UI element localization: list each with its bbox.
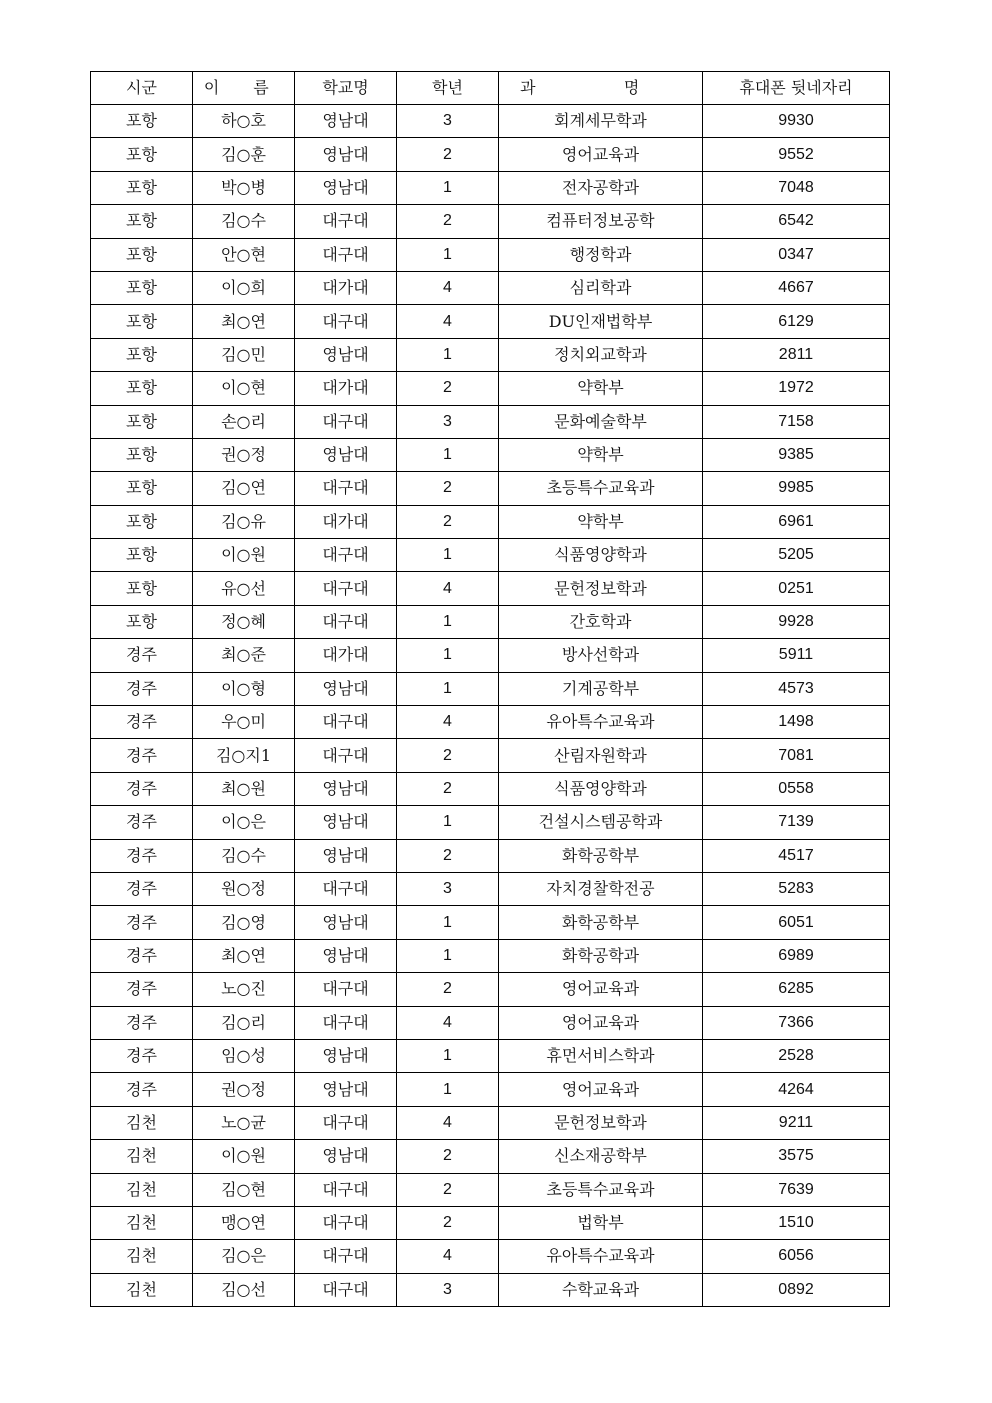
- cell-grade: 1: [397, 238, 499, 271]
- cell-city: 포항: [91, 138, 193, 171]
- cell-city: 경주: [91, 1073, 193, 1106]
- cell-school: 영남대: [295, 1039, 397, 1072]
- table-header: [91, 72, 890, 105]
- cell-department: 화학공학과: [499, 939, 703, 972]
- cell-city: 포항: [91, 271, 193, 304]
- table-row: [91, 138, 890, 171]
- cell-school: 영남대: [295, 1073, 397, 1106]
- cell-grade: 2: [397, 1206, 499, 1239]
- cell-city: 포항: [91, 472, 193, 505]
- cell-department: 유아특수교육과: [499, 706, 703, 739]
- table-row: [91, 1006, 890, 1039]
- cell-phone: 9385: [703, 438, 890, 471]
- cell-school: 대구대: [295, 205, 397, 238]
- table-row: [91, 672, 890, 705]
- cell-school: 대구대: [295, 238, 397, 271]
- cell-department: 컴퓨터정보공학: [499, 205, 703, 238]
- cell-department: 수학교육과: [499, 1273, 703, 1306]
- table-row: [91, 1273, 890, 1306]
- table-row: [91, 271, 890, 304]
- cell-city: 포항: [91, 405, 193, 438]
- cell-phone: 7158: [703, 405, 890, 438]
- cell-name: 김○선: [193, 1273, 295, 1306]
- cell-grade: 1: [397, 338, 499, 371]
- cell-department: 초등특수교육과: [499, 472, 703, 505]
- cell-phone: 2528: [703, 1039, 890, 1072]
- cell-phone: 6989: [703, 939, 890, 972]
- cell-department: 회계세무학과: [499, 105, 703, 138]
- cell-grade: 1: [397, 539, 499, 572]
- cell-grade: 1: [397, 1073, 499, 1106]
- table-row: [91, 338, 890, 371]
- cell-city: 포항: [91, 539, 193, 572]
- cell-grade: 3: [397, 105, 499, 138]
- table-row: [91, 1140, 890, 1173]
- cell-department: 문헌정보학과: [499, 1106, 703, 1139]
- cell-department: 심리학과: [499, 271, 703, 304]
- table-row: [91, 539, 890, 572]
- cell-city: 경주: [91, 739, 193, 772]
- header-row: [91, 72, 890, 105]
- cell-name: 최○연: [193, 305, 295, 338]
- cell-department: 초등특수교육과: [499, 1173, 703, 1206]
- table-row: [91, 171, 890, 204]
- cell-name: 김○지1: [193, 739, 295, 772]
- cell-grade: 4: [397, 706, 499, 739]
- cell-phone: 3575: [703, 1140, 890, 1173]
- table-row: [91, 739, 890, 772]
- cell-name: 김○훈: [193, 138, 295, 171]
- cell-name: 권○정: [193, 438, 295, 471]
- table-row: [91, 405, 890, 438]
- cell-department: 식품영양학과: [499, 772, 703, 805]
- cell-phone: 5283: [703, 872, 890, 905]
- cell-school: 영남대: [295, 672, 397, 705]
- cell-grade: 2: [397, 1140, 499, 1173]
- cell-name: 김○연: [193, 472, 295, 505]
- cell-department: 정치외교학과: [499, 338, 703, 371]
- cell-name: 김○수: [193, 205, 295, 238]
- cell-city: 김천: [91, 1106, 193, 1139]
- cell-grade: 1: [397, 639, 499, 672]
- cell-phone: 7048: [703, 171, 890, 204]
- cell-name: 원○정: [193, 872, 295, 905]
- cell-city: 포항: [91, 372, 193, 405]
- cell-grade: 4: [397, 305, 499, 338]
- cell-name: 권○정: [193, 1073, 295, 1106]
- document-page: [90, 71, 889, 1307]
- cell-school: 대구대: [295, 739, 397, 772]
- table-row: [91, 772, 890, 805]
- cell-name: 정○혜: [193, 605, 295, 638]
- cell-school: 영남대: [295, 839, 397, 872]
- cell-department: 문화예술학부: [499, 405, 703, 438]
- cell-department: 영어교육과: [499, 973, 703, 1006]
- cell-grade: 4: [397, 572, 499, 605]
- table-row: [91, 906, 890, 939]
- cell-city: 김천: [91, 1140, 193, 1173]
- cell-phone: 6961: [703, 505, 890, 538]
- cell-grade: 2: [397, 472, 499, 505]
- cell-school: 대구대: [295, 973, 397, 1006]
- cell-school: 영남대: [295, 772, 397, 805]
- cell-city: 김천: [91, 1173, 193, 1206]
- cell-school: 대구대: [295, 1240, 397, 1273]
- cell-grade: 1: [397, 605, 499, 638]
- cell-grade: 2: [397, 1173, 499, 1206]
- cell-school: 영남대: [295, 438, 397, 471]
- cell-name: 이○원: [193, 1140, 295, 1173]
- cell-city: 포항: [91, 605, 193, 638]
- cell-phone: 2811: [703, 338, 890, 371]
- cell-phone: 7139: [703, 806, 890, 839]
- cell-phone: 6542: [703, 205, 890, 238]
- cell-school: 대구대: [295, 1206, 397, 1239]
- cell-department: DU인재법학부: [499, 305, 703, 338]
- cell-name: 유○선: [193, 572, 295, 605]
- cell-city: 포항: [91, 305, 193, 338]
- cell-grade: 2: [397, 739, 499, 772]
- cell-department: 법학부: [499, 1206, 703, 1239]
- cell-school: 대구대: [295, 1173, 397, 1206]
- table-row: [91, 505, 890, 538]
- cell-department: 화학공학부: [499, 839, 703, 872]
- cell-school: 영남대: [295, 338, 397, 371]
- cell-name: 김○유: [193, 505, 295, 538]
- cell-name: 손○리: [193, 405, 295, 438]
- cell-department: 영어교육과: [499, 1073, 703, 1106]
- cell-grade: 4: [397, 271, 499, 304]
- cell-name: 이○희: [193, 271, 295, 304]
- cell-name: 맹○연: [193, 1206, 295, 1239]
- cell-school: 대가대: [295, 372, 397, 405]
- table-row: [91, 605, 890, 638]
- cell-department: 영어교육과: [499, 1006, 703, 1039]
- cell-school: 대구대: [295, 405, 397, 438]
- table-row: [91, 372, 890, 405]
- cell-school: 영남대: [295, 906, 397, 939]
- cell-grade: 1: [397, 438, 499, 471]
- table-row: [91, 1206, 890, 1239]
- cell-phone: 4264: [703, 1073, 890, 1106]
- cell-grade: 1: [397, 1039, 499, 1072]
- cell-name: 최○준: [193, 639, 295, 672]
- cell-grade: 3: [397, 405, 499, 438]
- cell-name: 이○원: [193, 539, 295, 572]
- scholarship-roster-table: [90, 71, 890, 1307]
- cell-phone: 0558: [703, 772, 890, 805]
- cell-name: 안○현: [193, 238, 295, 271]
- cell-grade: 1: [397, 939, 499, 972]
- cell-name: 이○은: [193, 806, 295, 839]
- cell-school: 대구대: [295, 539, 397, 572]
- table-row: [91, 105, 890, 138]
- cell-school: 영남대: [295, 1140, 397, 1173]
- cell-department: 식품영양학과: [499, 539, 703, 572]
- table-row: [91, 806, 890, 839]
- cell-city: 김천: [91, 1206, 193, 1239]
- table-row: [91, 973, 890, 1006]
- table-row: [91, 205, 890, 238]
- header-city: 시군: [91, 72, 193, 105]
- cell-city: 경주: [91, 872, 193, 905]
- cell-grade: 2: [397, 772, 499, 805]
- cell-city: 김천: [91, 1240, 193, 1273]
- cell-name: 이○현: [193, 372, 295, 405]
- cell-school: 대구대: [295, 706, 397, 739]
- cell-department: 건설시스템공학과: [499, 806, 703, 839]
- table-row: [91, 1240, 890, 1273]
- cell-phone: 0347: [703, 238, 890, 271]
- table-row: [91, 305, 890, 338]
- cell-school: 대구대: [295, 605, 397, 638]
- cell-name: 하○호: [193, 105, 295, 138]
- header-grade: 학년: [397, 72, 499, 105]
- cell-grade: 2: [397, 205, 499, 238]
- cell-department: 휴먼서비스학과: [499, 1039, 703, 1072]
- cell-department: 방사선학과: [499, 639, 703, 672]
- cell-phone: 0251: [703, 572, 890, 605]
- cell-phone: 7639: [703, 1173, 890, 1206]
- cell-phone: 1498: [703, 706, 890, 739]
- cell-city: 김천: [91, 1273, 193, 1306]
- cell-phone: 0892: [703, 1273, 890, 1306]
- cell-grade: 2: [397, 372, 499, 405]
- cell-grade: 2: [397, 839, 499, 872]
- cell-phone: 4667: [703, 271, 890, 304]
- cell-city: 포항: [91, 171, 193, 204]
- cell-name: 노○진: [193, 973, 295, 1006]
- table-row: [91, 1106, 890, 1139]
- cell-city: 포항: [91, 505, 193, 538]
- cell-grade: 1: [397, 906, 499, 939]
- cell-department: 약학부: [499, 438, 703, 471]
- cell-department: 산림자원학과: [499, 739, 703, 772]
- cell-grade: 4: [397, 1240, 499, 1273]
- cell-phone: 4517: [703, 839, 890, 872]
- cell-name: 김○영: [193, 906, 295, 939]
- cell-school: 영남대: [295, 939, 397, 972]
- cell-phone: 9928: [703, 605, 890, 638]
- cell-school: 영남대: [295, 138, 397, 171]
- header-name: 이 름: [193, 72, 295, 105]
- cell-phone: 9211: [703, 1106, 890, 1139]
- cell-department: 영어교육과: [499, 138, 703, 171]
- cell-city: 경주: [91, 806, 193, 839]
- cell-grade: 4: [397, 1106, 499, 1139]
- cell-school: 영남대: [295, 806, 397, 839]
- cell-name: 김○민: [193, 338, 295, 371]
- table-row: [91, 1173, 890, 1206]
- table-row: [91, 1073, 890, 1106]
- table-row: [91, 438, 890, 471]
- table-row: [91, 472, 890, 505]
- cell-school: 대구대: [295, 472, 397, 505]
- cell-school: 대가대: [295, 639, 397, 672]
- cell-city: 경주: [91, 1006, 193, 1039]
- cell-department: 행정학과: [499, 238, 703, 271]
- cell-department: 문헌정보학과: [499, 572, 703, 605]
- cell-department: 기계공학부: [499, 672, 703, 705]
- cell-grade: 3: [397, 1273, 499, 1306]
- cell-phone: 5911: [703, 639, 890, 672]
- cell-phone: 1510: [703, 1206, 890, 1239]
- cell-city: 경주: [91, 973, 193, 1006]
- table-row: [91, 639, 890, 672]
- table-row: [91, 872, 890, 905]
- cell-name: 최○연: [193, 939, 295, 972]
- cell-phone: 6285: [703, 973, 890, 1006]
- cell-school: 대구대: [295, 872, 397, 905]
- cell-phone: 6056: [703, 1240, 890, 1273]
- cell-city: 경주: [91, 706, 193, 739]
- cell-name: 임○성: [193, 1039, 295, 1072]
- cell-school: 대구대: [295, 305, 397, 338]
- cell-school: 대구대: [295, 1006, 397, 1039]
- table-row: [91, 238, 890, 271]
- cell-name: 김○은: [193, 1240, 295, 1273]
- cell-department: 간호학과: [499, 605, 703, 638]
- table-row: [91, 572, 890, 605]
- cell-phone: 4573: [703, 672, 890, 705]
- cell-school: 대구대: [295, 572, 397, 605]
- cell-name: 박○병: [193, 171, 295, 204]
- cell-city: 경주: [91, 839, 193, 872]
- cell-grade: 2: [397, 138, 499, 171]
- cell-city: 경주: [91, 772, 193, 805]
- cell-city: 경주: [91, 639, 193, 672]
- cell-department: 약학부: [499, 372, 703, 405]
- cell-school: 대구대: [295, 1273, 397, 1306]
- cell-department: 전자공학과: [499, 171, 703, 204]
- cell-grade: 1: [397, 806, 499, 839]
- cell-school: 대가대: [295, 271, 397, 304]
- table-row: [91, 1039, 890, 1072]
- cell-department: 신소재공학부: [499, 1140, 703, 1173]
- cell-phone: 6129: [703, 305, 890, 338]
- cell-grade: 1: [397, 171, 499, 204]
- cell-city: 포항: [91, 205, 193, 238]
- cell-phone: 6051: [703, 906, 890, 939]
- cell-city: 경주: [91, 939, 193, 972]
- cell-name: 김○수: [193, 839, 295, 872]
- table-row: [91, 839, 890, 872]
- cell-city: 포항: [91, 438, 193, 471]
- cell-department: 자치경찰학전공: [499, 872, 703, 905]
- cell-phone: 1972: [703, 372, 890, 405]
- cell-school: 영남대: [295, 171, 397, 204]
- cell-name: 최○원: [193, 772, 295, 805]
- cell-name: 우○미: [193, 706, 295, 739]
- table-row: [91, 706, 890, 739]
- cell-city: 포항: [91, 572, 193, 605]
- cell-school: 영남대: [295, 105, 397, 138]
- cell-phone: 9930: [703, 105, 890, 138]
- cell-name: 이○형: [193, 672, 295, 705]
- cell-city: 포항: [91, 238, 193, 271]
- table-row: [91, 939, 890, 972]
- header-phone: 휴대폰 뒷네자리: [703, 72, 890, 105]
- cell-name: 노○균: [193, 1106, 295, 1139]
- cell-city: 포항: [91, 338, 193, 371]
- cell-name: 김○현: [193, 1173, 295, 1206]
- cell-phone: 9985: [703, 472, 890, 505]
- cell-city: 경주: [91, 906, 193, 939]
- cell-phone: 7081: [703, 739, 890, 772]
- table-body: [91, 105, 890, 1307]
- cell-phone: 7366: [703, 1006, 890, 1039]
- cell-grade: 4: [397, 1006, 499, 1039]
- cell-grade: 3: [397, 872, 499, 905]
- header-school: 학교명: [295, 72, 397, 105]
- cell-school: 대가대: [295, 505, 397, 538]
- cell-school: 대구대: [295, 1106, 397, 1139]
- cell-department: 약학부: [499, 505, 703, 538]
- cell-city: 경주: [91, 1039, 193, 1072]
- cell-department: 유아특수교육과: [499, 1240, 703, 1273]
- cell-name: 김○리: [193, 1006, 295, 1039]
- cell-grade: 2: [397, 973, 499, 1006]
- cell-department: 화학공학부: [499, 906, 703, 939]
- cell-grade: 1: [397, 672, 499, 705]
- header-department: 과 명: [499, 72, 703, 105]
- cell-city: 포항: [91, 105, 193, 138]
- cell-grade: 2: [397, 505, 499, 538]
- cell-phone: 5205: [703, 539, 890, 572]
- cell-phone: 9552: [703, 138, 890, 171]
- cell-city: 경주: [91, 672, 193, 705]
